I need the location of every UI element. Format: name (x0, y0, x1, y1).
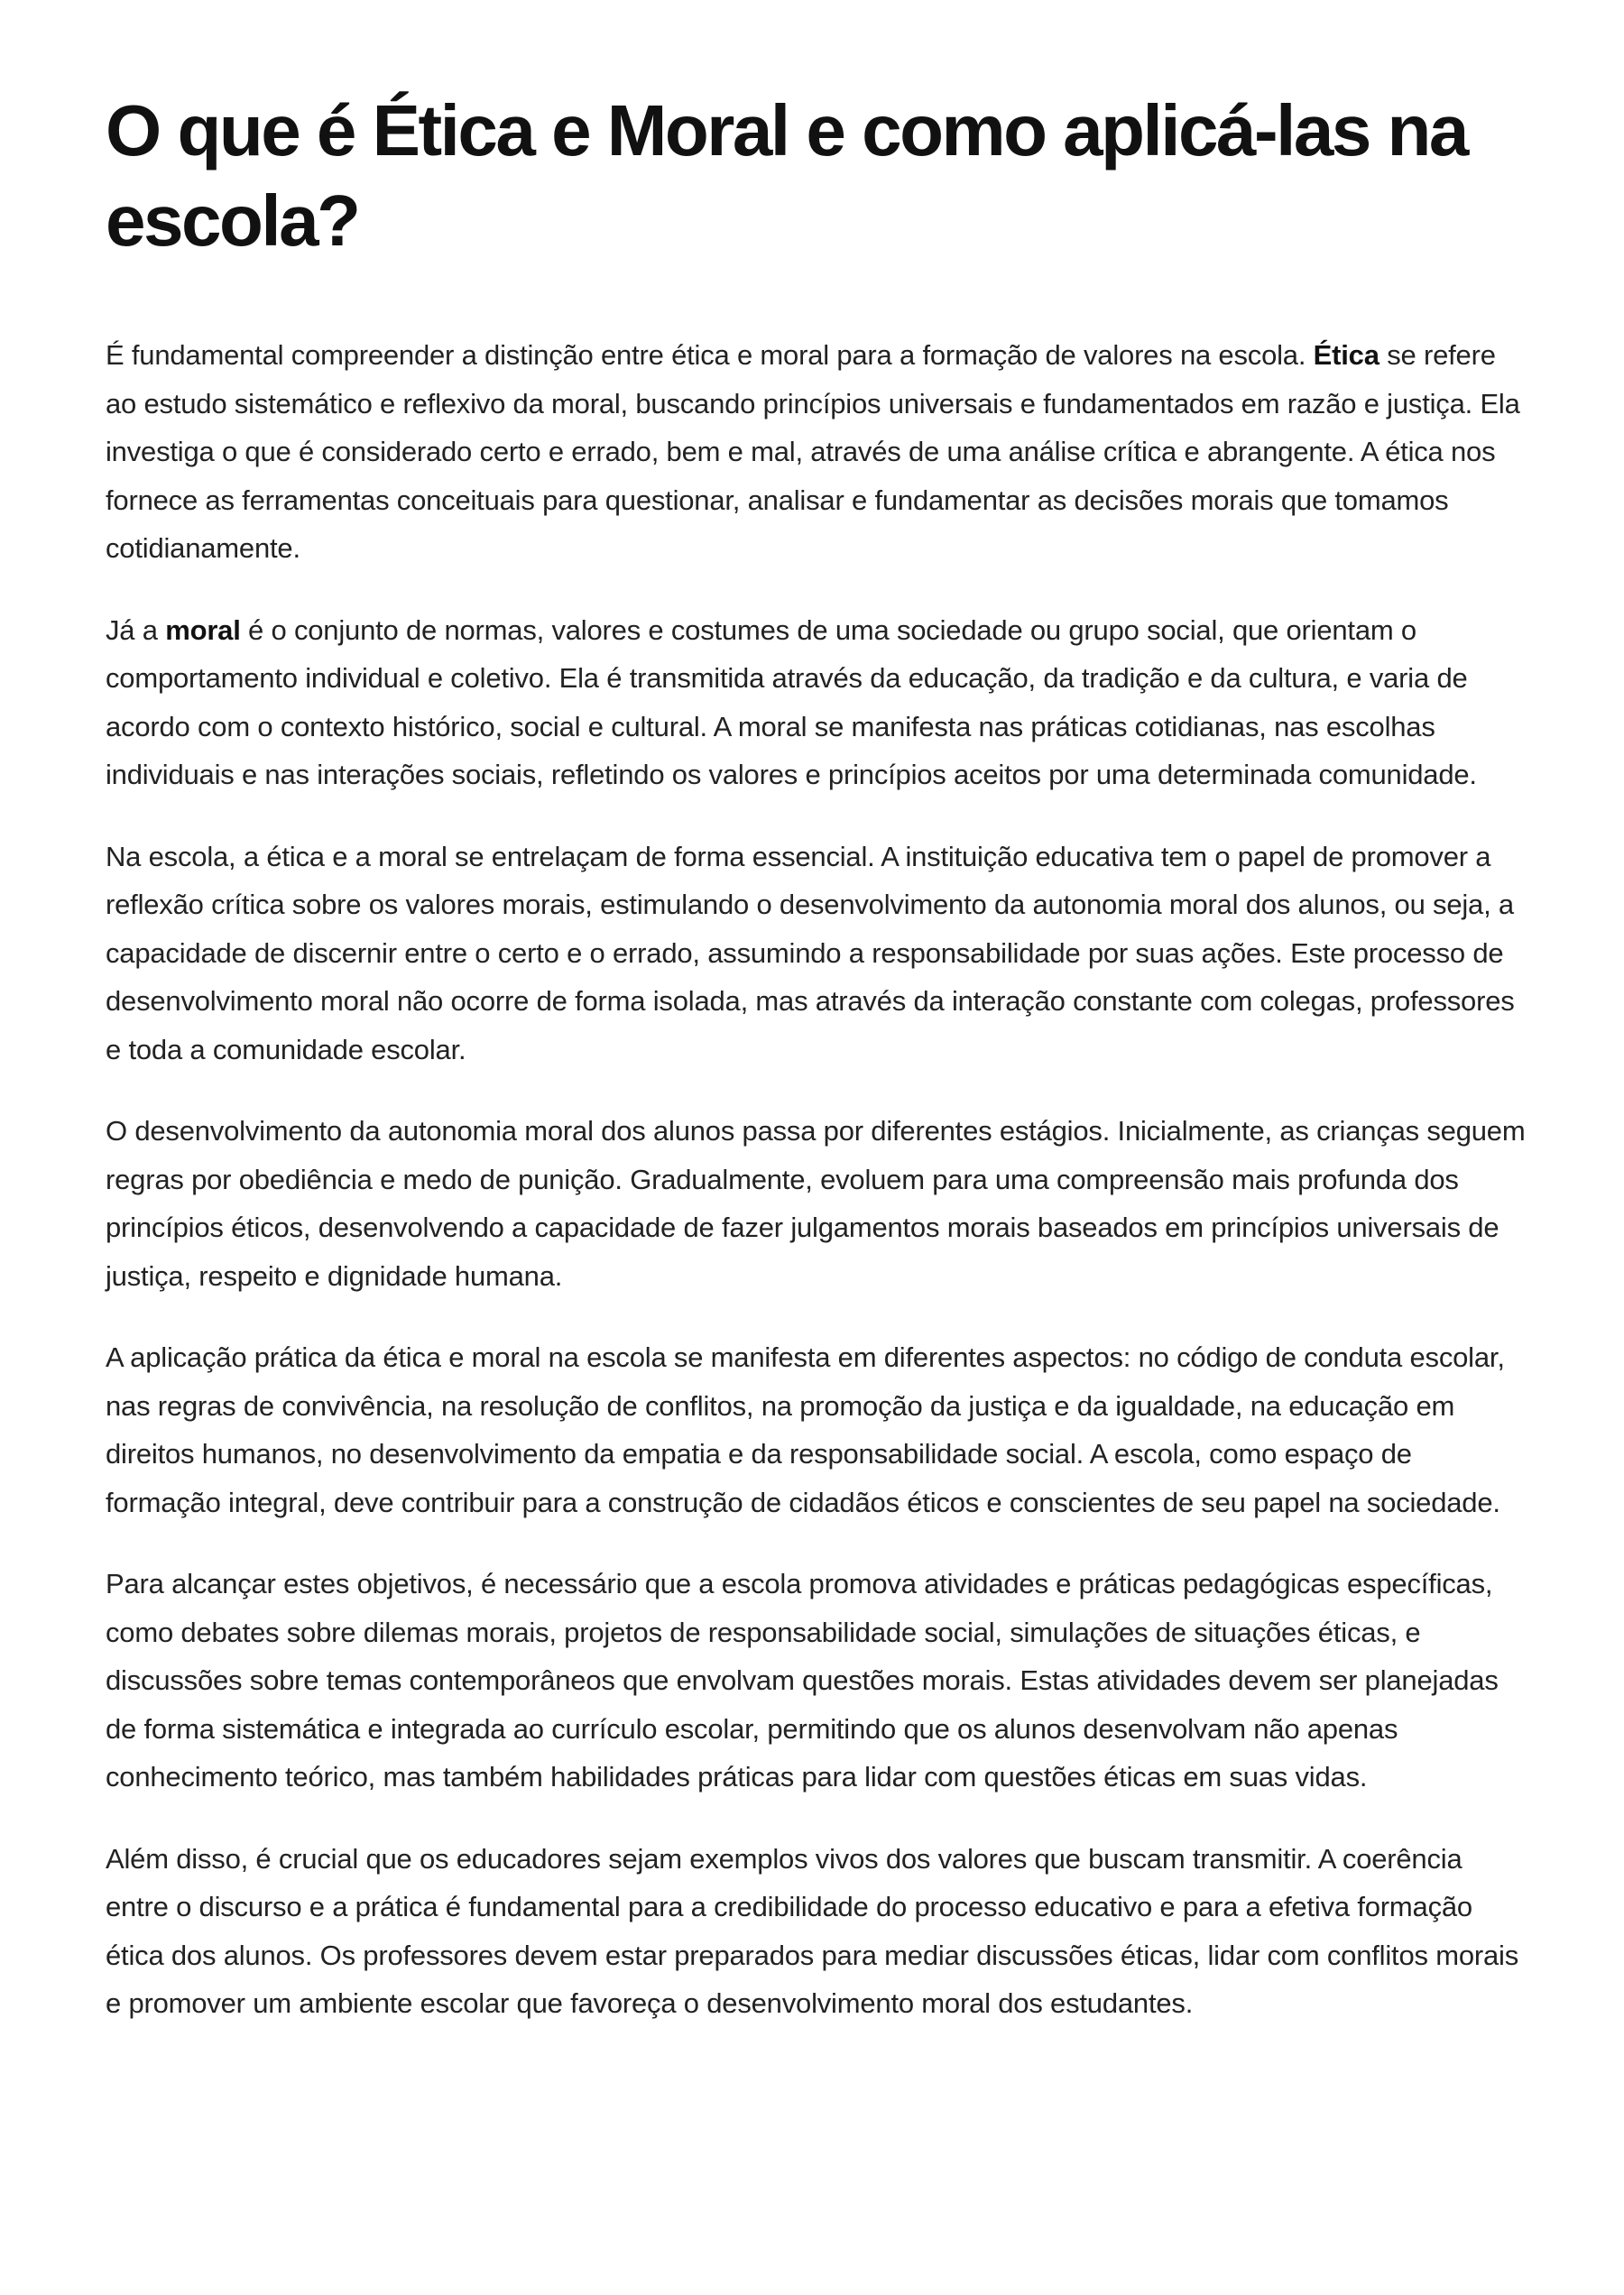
term-etica: Ética (1313, 339, 1379, 371)
term-moral: moral (165, 613, 241, 646)
paragraph-moral (106, 606, 1527, 799)
document-page (106, 86, 1527, 2061)
paragraph-aplicacao: A aplicação prática da ética e moral na escola se manifesta em diferentes aspectos: no código de conduta escolar, nas regras de convivência, na resolução de conflitos, na promoção da justiça e da igualdade, na educação em direitos humanos, no desenvolvimento da empatia e da responsabilidade social. A escola, como espaço de formação integral, deve contribuir para a construção de cidadãos éticos e conscientes de seu papel na sociedade. (106, 1341, 1505, 1518)
paragraph-text: se refere ao estudo sistemático e reflexivo da moral, buscando princípios universais e fundamentados em razão e justiça. Ela investiga o que é considerado certo e errado, bem e mal, através de uma análise crítica e abrangente. A ética nos fornece as ferramentas conceituais para questionar, analisar e fundamentar as decisões morais que tomamos cotidianamente. (106, 339, 1520, 564)
paragraph-text: É fundamental compreender a distinção entre ética e moral para a formação de valores na escola. (106, 339, 1314, 371)
page-title: O que é Ética e Moral e como aplicá-las na escola? (106, 90, 1467, 261)
paragraph-autonomia: O desenvolvimento da autonomia moral dos alunos passa por diferentes estágios. Inicialmente, as crianças seguem regras por obediência e medo de punição. Gradualmente, evoluem para uma compreensão mais profunda dos princípios éticos, desenvolvendo a capacidade de fazer julgamentos morais baseados em princípios universais de justiça, respeito e dignidade humana. (106, 1115, 1526, 1292)
article-body (106, 331, 1527, 2028)
paragraph-educadores: Além disso, é crucial que os educadores sejam exemplos vivos dos valores que buscam transmitir. A coerência entre o discurso e a prática é fundamental para a credibilidade do processo educativo e para a efetiva formação ética dos alunos. Os professores devem estar preparados para mediar discussões éticas, lidar com conflitos morais e promover um ambiente escolar que favoreça o desenvolvimento moral dos estudantes. (106, 1842, 1519, 2019)
paragraph-escola: Na escola, a ética e a moral se entrelaçam de forma essencial. A instituição educativa tem o papel de promover a reflexão crítica sobre os valores morais, estimulando o desenvolvimento da autonomia moral dos alunos, ou seja, a capacidade de discernir entre o certo e o errado, assumindo a responsabilidade por suas ações. Este processo de desenvolvimento moral não ocorre de forma isolada, mas através da interação constante com colegas, professores e toda a comunidade escolar. (106, 840, 1515, 1065)
paragraph-etica (106, 331, 1527, 573)
paragraph-text: é o conjunto de normas, valores e costumes de uma sociedade ou grupo social, que orientam o comportamento individual e coletivo. Ela é transmitida através da educação, da tradição e da cultura, e varia de acordo com o contexto histórico, social e cultural. A moral se manifesta nas práticas cotidianas, nas escolhas individuais e nas interações sociais, refletindo os valores e princípios aceitos por uma determinada comunidade. (106, 613, 1477, 790)
paragraph-objetivos: Para alcançar estes objetivos, é necessário que a escola promova atividades e práticas pedagógicas específicas, como debates sobre dilemas morais, projetos de responsabilidade social, simulações de situações éticas, e discussões sobre temas contemporâneos que envolvam questões morais. Estas atividades devem ser planejadas de forma sistemática e integrada ao currículo escolar, permitindo que os alunos desenvolvam não apenas conhecimento teórico, mas também habilidades práticas para lidar com questões éticas em suas vidas. (106, 1568, 1499, 1793)
paragraph-text: Já a (106, 613, 166, 646)
